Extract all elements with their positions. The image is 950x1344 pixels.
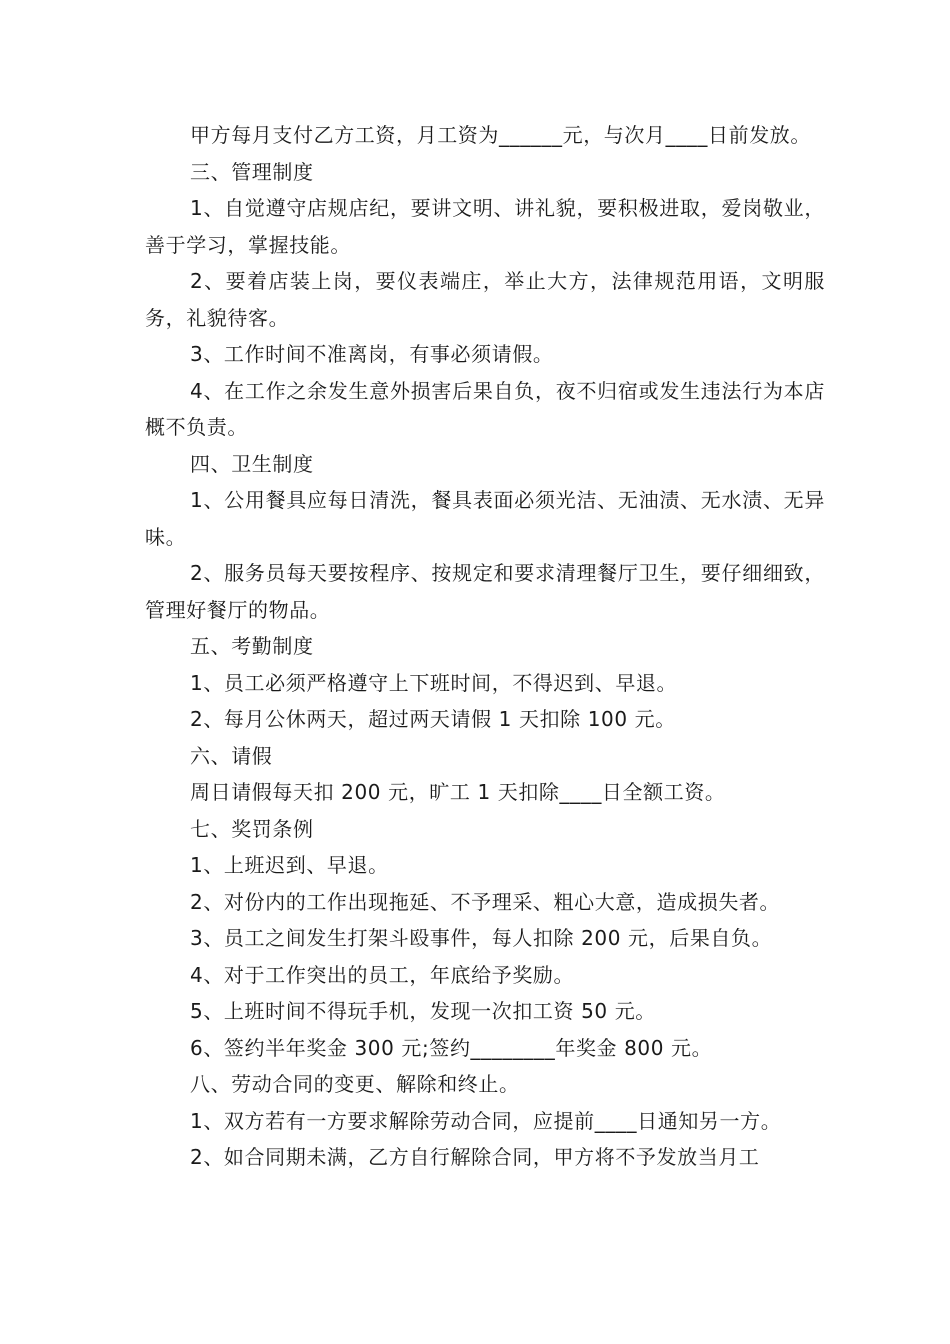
paragraph-item: 6、签约半年奖金 300 元;签约________年奖金 800 元。 (190, 1035, 713, 1060)
heading-attendance: 五、考勤制度 (190, 634, 314, 658)
heading-rewards: 七、奖罚条例 (190, 816, 314, 841)
paragraph-item: 2、要着店装上岗，要仪表端庄，举止大方，法律规范用语，文明服务，礼貌待客。 (145, 269, 825, 330)
heading-contract: 八、劳动合同的变更、解除和终止。 (190, 1072, 520, 1096)
paragraph-item: 1、双方若有一方要求解除劳动合同，应提前____日通知另一方。 (190, 1108, 782, 1133)
paragraph-item: 2、服务员每天要按程序、按规定和要求清理餐厅卫生，要仔细细致，管理好餐厅的物品。 (145, 561, 825, 622)
paragraph-item: 4、对于工作突出的员工，年底给予奖励。 (190, 962, 575, 987)
paragraph-salary: 甲方每月支付乙方工资，月工资为______元，与次月____日前发放。 (190, 123, 811, 147)
paragraph-item: 1、公用餐具应每日清洗，餐具表面必须光洁、无油渍、无水渍、无异味。 (145, 488, 825, 549)
heading-hygiene: 四、卫生制度 (190, 451, 314, 476)
paragraph-item: 3、工作时间不准离岗，有事必须请假。 (190, 342, 554, 366)
paragraph-item: 4、在工作之余发生意外损害后果自负，夜不归宿或发生违法行为本店概不负责。 (145, 378, 825, 439)
paragraph-item: 2、对份内的工作出现拖延、不予理采、粗心大意，造成损失者。 (190, 889, 781, 914)
heading-management: 三、管理制度 (190, 159, 314, 184)
paragraph-item: 5、上班时间不得玩手机，发现一次扣工资 50 元。 (190, 999, 656, 1023)
paragraph-item: 1、自觉遵守店规店纪，要讲文明、讲礼貌，要积极进取，爱岗敬业，善于学习，掌握技能。 (145, 196, 825, 257)
heading-leave: 六、请假 (190, 743, 273, 768)
paragraph-item: 2、如合同期未满，乙方自行解除合同，甲方将不予发放当月工 (190, 1145, 760, 1169)
paragraph-item: 3、员工之间发生打架斗殴事件，每人扣除 200 元，后果自负。 (190, 926, 773, 950)
paragraph-item: 1、上班迟到、早退。 (190, 853, 389, 877)
paragraph-item: 1、员工必须严格遵守上下班时间，不得迟到、早退。 (190, 670, 678, 695)
paragraph-item: 周日请假每天扣 200 元，旷工 1 天扣除____日全额工资。 (190, 780, 726, 804)
paragraph-item: 2、每月公休两天，超过两天请假 1 天扣除 100 元。 (190, 707, 676, 731)
document-body (145, 117, 825, 1176)
